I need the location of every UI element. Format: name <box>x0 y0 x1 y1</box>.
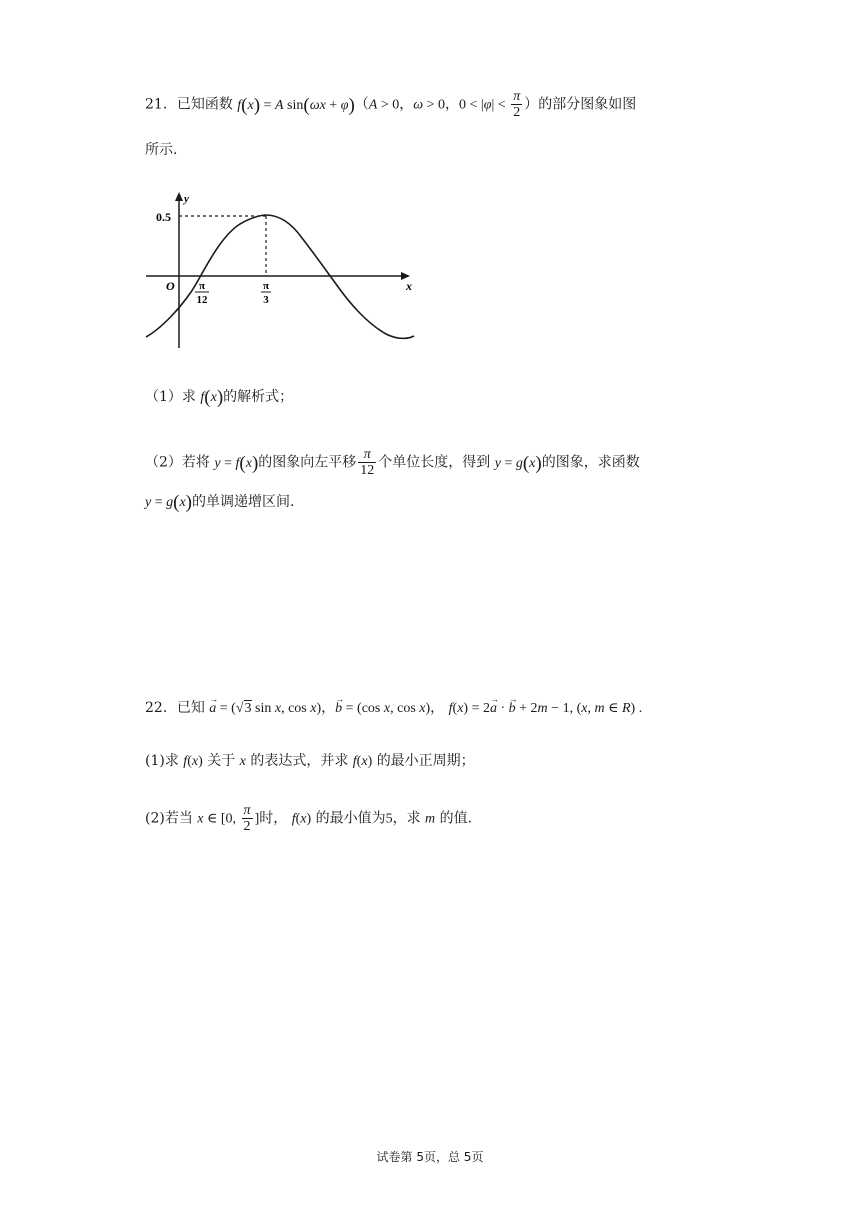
q22-part1-fx: f(x) <box>183 754 203 769</box>
q21-function-formula: f(x) = A sin(ωx + φ) <box>237 94 355 116</box>
q22-number: 22．已知 <box>145 700 205 716</box>
q21-part2-fx: y = f(x) <box>214 452 259 474</box>
q21-number: 21． <box>145 96 177 113</box>
y-axis-label: y <box>184 193 189 205</box>
q21-part2-line2 <box>145 492 294 513</box>
tick-pi12-den: 12 <box>196 294 208 306</box>
q21-pi-over-12: $\frac{\pi}{12}$ <box>360 447 375 478</box>
q22-part2-text-1: 时， <box>259 810 288 827</box>
q22-part1-x: x <box>239 754 246 769</box>
q22-part1-text-3: 的最小正周期； <box>376 753 475 769</box>
q22-pi-over-2: $\frac{\pi}{2}$ <box>243 803 251 834</box>
q21-stem-text-3: 所示. <box>145 142 178 158</box>
q22-part1-text-2: 的表达式，并求 <box>250 753 349 769</box>
q21-part1-tail: 的解析式； <box>223 389 294 405</box>
q21-part2-text-4: 的单调递增区间. <box>192 494 295 510</box>
q22-part1 <box>145 751 475 772</box>
q21-part2-label: （2）若将 <box>145 454 210 471</box>
q22-part2-label: (2)若当 <box>145 810 193 827</box>
q21-graph <box>140 188 430 358</box>
q21-part2-gx-2: y = g(x) <box>145 492 192 513</box>
q21-part2-gx: y = g(x) <box>494 452 542 474</box>
x-axis-label: x <box>406 279 412 293</box>
q22-part2-text-4: 的值. <box>439 810 473 827</box>
tick-pi3-num: π <box>262 280 270 292</box>
q22-part1-fx-2: f(x) <box>352 754 373 769</box>
q22-part2-value: 5 <box>385 811 393 827</box>
tick-pi12-num: π <box>198 280 206 292</box>
q21-conditions: A > 0，ω > 0，0 < |φ| < <box>368 97 510 113</box>
q21-part1-fx: f(x) <box>200 387 224 408</box>
q21-stem-line2 <box>145 140 177 160</box>
q22-function-def: f(x) = 2→ a · → b + 2m − 1, (x, m ∈ R) <box>449 701 636 716</box>
q21-stem-text-2: 的部分图象如图 <box>538 96 637 113</box>
q22-vector-b: → b = (cos x, cos x) <box>335 701 430 716</box>
q22-part1-text-1: 关于 <box>207 753 236 769</box>
q22-part2: (2)若当 x ∈ [0, $\frac{\pi}{2}$ ]时， f(x) 的最小值为5，求 m 的值. <box>145 803 473 834</box>
page-footer: 试卷第 5页，总 5页 <box>376 1150 484 1164</box>
q22-part2-text-3: ，求 <box>392 810 421 827</box>
q21-part1 <box>145 387 293 408</box>
q21-stem-text: 已知函数 <box>176 96 233 113</box>
q22-part2-m: m <box>425 811 436 827</box>
q21-part2-text-2: 个单位长度，得到 <box>378 454 491 471</box>
tick-pi3-den: 3 <box>263 294 269 306</box>
q22-part2-interval: x ∈ [0, <box>197 811 240 827</box>
q21-part2-text-1: 的图象向左平移 <box>258 454 357 471</box>
q21-part2-line1 <box>145 447 640 478</box>
peak-value-label: 0.5 <box>156 210 171 224</box>
q21-stem-line1: 21．已知函数 f(x) = A sin(ωx + φ)（A > 0，ω > 0，0 < |φ| < $\frac{\pi}{2}$ ）的部分图象如图 <box>145 89 637 120</box>
q22-part2-fx: f(x) <box>291 811 312 827</box>
q22-part2-text-2: 的最小值为 <box>315 810 386 827</box>
q21-pi-over-2: $\frac{\pi}{2}$ <box>513 89 521 120</box>
q22-stem: 22．已知 → a = (√3 sin x, cos x)，→ b = (cos x, cos x)， f(x) = 2→ a · → b + 2m − 1, (x, m ∈ R) . <box>145 698 642 719</box>
origin-label: O <box>166 279 175 293</box>
q21-part2-text-3: 的图象，求函数 <box>541 454 640 471</box>
q21-part1-label: （1）求 <box>145 389 196 405</box>
q22-vector-a: → a = (√3 sin x, cos x) <box>209 701 321 716</box>
q22-part1-label: (1)求 <box>145 753 179 769</box>
y-axis-arrow <box>175 192 183 201</box>
